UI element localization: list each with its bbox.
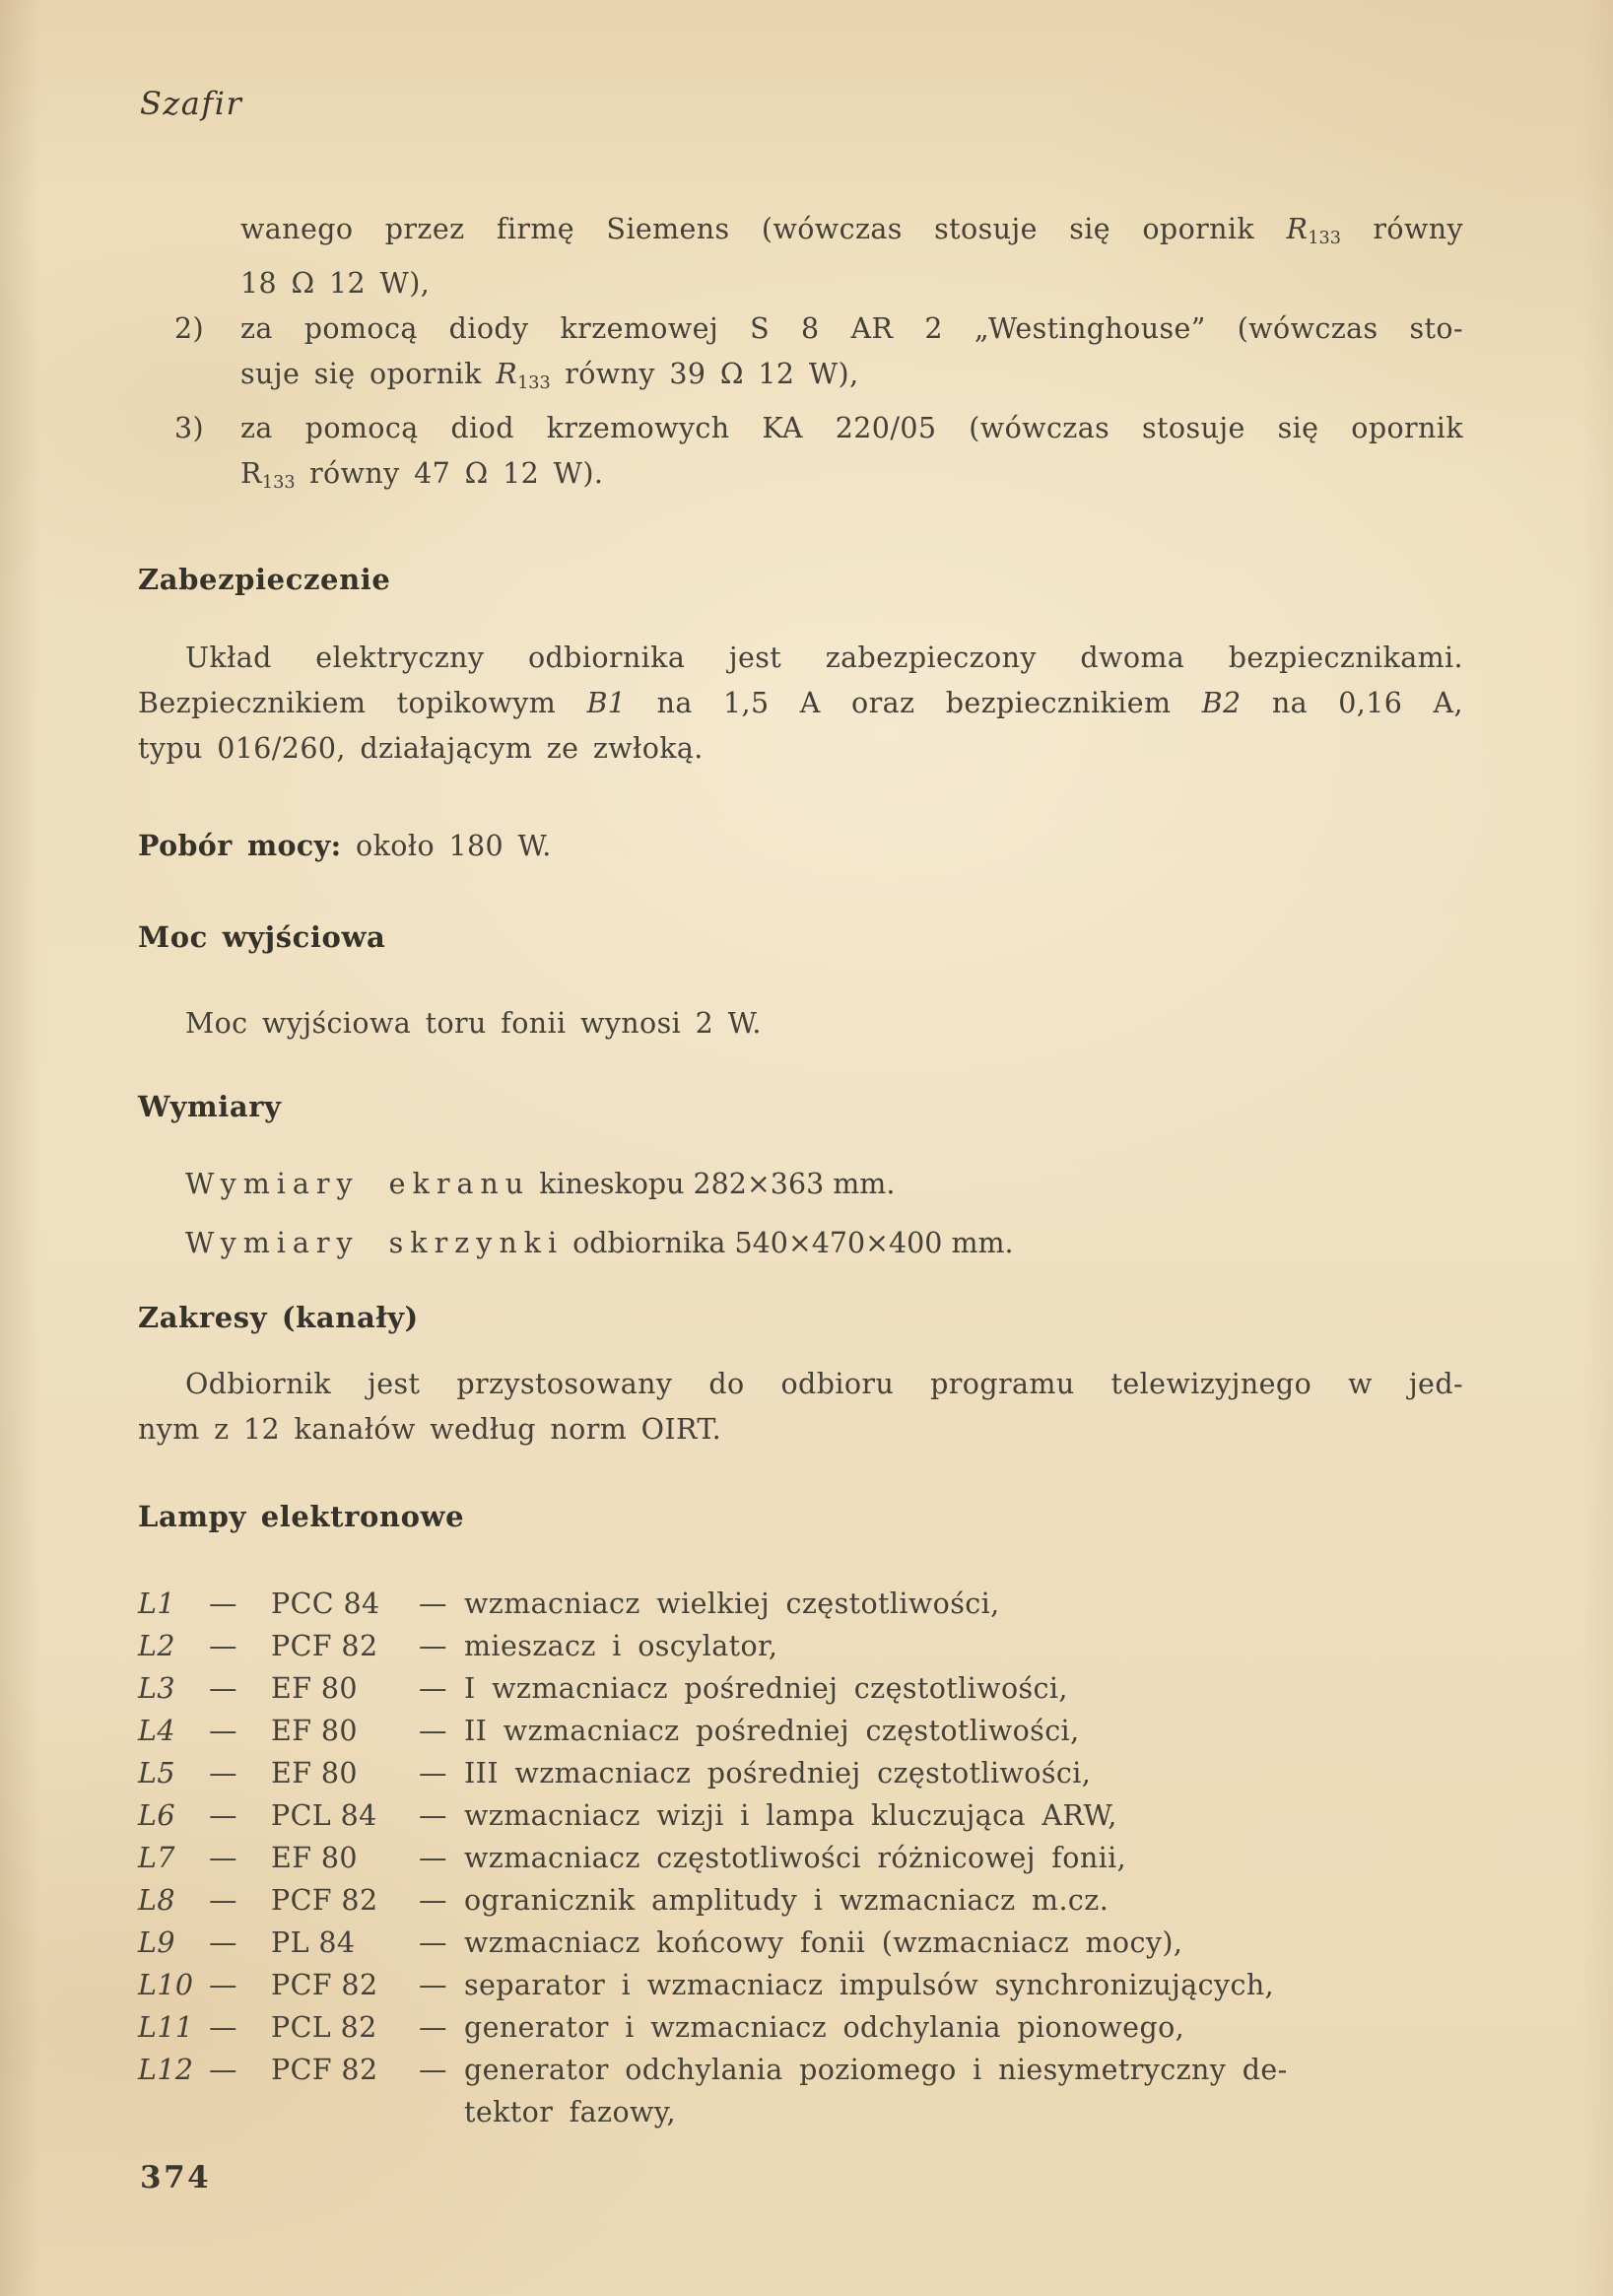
text-line bbox=[240, 352, 1463, 406]
page-number: 374 bbox=[140, 2160, 212, 2195]
tube-type: PL 84 bbox=[271, 1925, 356, 1959]
tube-label: L5 bbox=[138, 1756, 175, 1790]
list-item-2 bbox=[138, 306, 1463, 406]
emphasized-text: Wymiary ekranu bbox=[185, 1167, 531, 1200]
text-segment: suje się opornik bbox=[240, 357, 497, 390]
dash-separator: — bbox=[419, 1629, 447, 1662]
tube-label: L10 bbox=[138, 1968, 194, 2001]
tube-type: EF 80 bbox=[271, 1714, 358, 1747]
resistor-symbol: R bbox=[240, 456, 262, 490]
tube-type: PCF 82 bbox=[271, 2053, 378, 2086]
list-item-1 bbox=[138, 207, 1463, 306]
tube-description: II wzmacniacz pośredniej częstotliwości, bbox=[464, 1714, 1080, 1747]
section-heading-lampy: Lampy elektronowe bbox=[138, 1499, 465, 1533]
tube-row bbox=[138, 1625, 1463, 1667]
text-segment: Bezpiecznikiem topikowym bbox=[138, 686, 587, 719]
list-item-number: 2) bbox=[174, 311, 205, 345]
dimensions-lines bbox=[138, 1155, 1463, 1273]
tube-type: PCF 82 bbox=[271, 1629, 378, 1662]
text-line: typu 016/260, działającym ze zwłoką. bbox=[138, 731, 704, 765]
tube-type: EF 80 bbox=[271, 1841, 358, 1874]
cabinet-dimensions-line bbox=[185, 1214, 1463, 1273]
list-item-number: 3) bbox=[174, 411, 205, 444]
dash-separator: — bbox=[419, 1714, 447, 1747]
tube-type: PCL 84 bbox=[271, 1798, 377, 1832]
dash-separator: — bbox=[419, 1841, 447, 1874]
tube-description: generator i wzmacniacz odchylania pionowego, bbox=[464, 2010, 1185, 2044]
tube-row bbox=[138, 1837, 1463, 1879]
tube-row bbox=[138, 1710, 1463, 1752]
resistor-symbol: R bbox=[496, 357, 518, 390]
dash-separator: — bbox=[419, 1925, 447, 1959]
paragraph-moc-wyjsciowa: Moc wyjściowa toru fonii wynosi 2 W. bbox=[185, 1006, 762, 1040]
tube-description bbox=[464, 2049, 1463, 2133]
resistor-subscript: 133 bbox=[517, 372, 551, 393]
tube-type: PCF 82 bbox=[271, 1968, 378, 2001]
run-in-heading: Pobór mocy: bbox=[138, 828, 342, 862]
tube-type: EF 80 bbox=[271, 1671, 358, 1705]
section-heading-moc-wyjsciowa: Moc wyjściowa bbox=[138, 919, 386, 954]
tube-row bbox=[138, 1922, 1463, 1964]
dash-separator: — bbox=[209, 1798, 237, 1832]
dash-separator: — bbox=[419, 2010, 447, 2044]
page-content bbox=[138, 207, 1463, 2133]
tube-row bbox=[138, 2006, 1463, 2049]
text-line: Układ elektryczny odbiornika jest zabezpieczony dwoma bezpiecznikami. bbox=[185, 641, 1463, 674]
dash-separator: — bbox=[419, 1587, 447, 1620]
tube-type: PCF 82 bbox=[271, 1883, 378, 1917]
tube-description: wzmacniacz częstotliwości różnicowej fonii, bbox=[464, 1841, 1127, 1874]
tube-label: L3 bbox=[138, 1671, 175, 1705]
tube-label: L7 bbox=[138, 1841, 175, 1874]
fuse-b1-symbol: B1 bbox=[586, 686, 627, 719]
dash-separator: — bbox=[209, 2053, 237, 2086]
dash-separator: — bbox=[209, 1841, 237, 1874]
tube-type: EF 80 bbox=[271, 1756, 358, 1790]
section-heading-zakresy: Zakresy (kanały) bbox=[138, 1300, 419, 1334]
dash-separator: — bbox=[419, 1756, 447, 1790]
power-consumption-line bbox=[138, 823, 1463, 869]
text-line bbox=[240, 451, 1463, 506]
tube-label: L12 bbox=[138, 2053, 194, 2086]
text-line bbox=[138, 681, 1463, 726]
tube-label: L6 bbox=[138, 1798, 175, 1832]
dash-separator: — bbox=[209, 1671, 237, 1705]
tube-row bbox=[138, 1752, 1463, 1794]
text-line: 18 Ω 12 W), bbox=[240, 266, 431, 300]
dash-separator: — bbox=[209, 1883, 237, 1917]
tube-row bbox=[138, 1583, 1463, 1625]
paragraph-zabezpieczenie bbox=[138, 636, 1463, 772]
text-segment: równy 47 Ω 12 W). bbox=[295, 456, 604, 490]
text-line: Odbiornik jest przystosowany do odbioru programu telewizyjnego w jed- bbox=[185, 1367, 1463, 1400]
tube-row bbox=[138, 2049, 1463, 2133]
dash-separator: — bbox=[209, 1714, 237, 1747]
tube-description: mieszacz i oscylator, bbox=[464, 1629, 778, 1662]
text-segment: na 0,16 A, bbox=[1241, 686, 1463, 719]
section-heading-zabezpieczenie: Zabezpieczenie bbox=[138, 562, 391, 596]
text-segment: około 180 W. bbox=[341, 829, 552, 862]
text-line: za pomocą diody krzemowej S 8 AR 2 „Westinghouse” (wówczas sto- bbox=[240, 311, 1463, 345]
text-line: za pomocą diod krzemowych KA 220/05 (wówczas stosuje się opornik bbox=[240, 411, 1463, 444]
tube-row bbox=[138, 1879, 1463, 1922]
dash-separator: — bbox=[419, 1968, 447, 2001]
tube-type: PCL 82 bbox=[271, 2010, 377, 2044]
tube-row bbox=[138, 1794, 1463, 1837]
running-header: Szafir bbox=[140, 85, 243, 122]
tube-label: L1 bbox=[138, 1587, 175, 1620]
text-segment: równy bbox=[1341, 213, 1463, 245]
text-segment: na 1,5 A oraz bezpiecznikiem bbox=[626, 686, 1202, 719]
dash-separator: — bbox=[209, 1587, 237, 1620]
tube-description: wzmacniacz wielkiej częstotliwości, bbox=[464, 1587, 1000, 1620]
dash-separator: — bbox=[419, 2053, 447, 2086]
tube-list bbox=[138, 1583, 1463, 2133]
tube-description: separator i wzmacniacz impulsów synchronizujących, bbox=[464, 1968, 1275, 2001]
dash-separator: — bbox=[419, 1798, 447, 1832]
tube-label: L4 bbox=[138, 1714, 175, 1747]
tube-row bbox=[138, 1667, 1463, 1710]
tube-description: III wzmacniacz pośredniej częstotliwości, bbox=[464, 1756, 1092, 1790]
paragraph-zakresy bbox=[138, 1362, 1463, 1452]
resistor-subscript: 133 bbox=[1308, 228, 1342, 248]
text-line: nym z 12 kanałów według norm OIRT. bbox=[138, 1412, 722, 1446]
tube-description: I wzmacniacz pośredniej częstotliwości, bbox=[464, 1671, 1068, 1705]
section-heading-wymiary: Wymiary bbox=[138, 1089, 282, 1123]
tube-description: ogranicznik amplitudy i wzmacniacz m.cz. bbox=[464, 1883, 1109, 1917]
text-segment: odbiornika 540×470×400 mm. bbox=[564, 1226, 1014, 1259]
resistor-subscript: 133 bbox=[261, 472, 296, 493]
tube-description: wzmacniacz wizji i lampa kluczująca ARW, bbox=[464, 1798, 1117, 1832]
tube-label: L2 bbox=[138, 1629, 175, 1662]
tube-description: wzmacniacz końcowy fonii (wzmacniacz mocy), bbox=[464, 1925, 1183, 1959]
tube-label: L9 bbox=[138, 1925, 175, 1959]
tube-label: L11 bbox=[138, 2010, 194, 2044]
dash-separator: — bbox=[209, 2010, 237, 2044]
resistor-symbol: R bbox=[1286, 213, 1309, 245]
tube-row bbox=[138, 1964, 1463, 2006]
dash-separator: — bbox=[419, 1671, 447, 1705]
dash-separator: — bbox=[209, 1629, 237, 1662]
dash-separator: — bbox=[419, 1883, 447, 1917]
screen-dimensions-line bbox=[185, 1155, 1463, 1214]
tube-type: PCC 84 bbox=[271, 1587, 380, 1620]
dash-separator: — bbox=[209, 1925, 237, 1959]
text-segment: równy 39 Ω 12 W), bbox=[550, 357, 859, 390]
emphasized-text: Wymiary skrzynki bbox=[185, 1226, 565, 1259]
dash-separator: — bbox=[209, 1968, 237, 2001]
tube-description-line: tektor fazowy, bbox=[464, 2095, 676, 2128]
tube-label: L8 bbox=[138, 1883, 175, 1917]
tube-description-line: generator odchylania poziomego i niesymetryczny de- bbox=[464, 2053, 1288, 2086]
fuse-b2-symbol: B2 bbox=[1201, 686, 1242, 719]
text-segment: wanego przez firmę Siemens (wówczas stosuje się opornik bbox=[240, 213, 1287, 245]
dash-separator: — bbox=[209, 1756, 237, 1790]
text-line bbox=[240, 207, 1463, 261]
text-segment: kineskopu 282×363 mm. bbox=[530, 1167, 896, 1200]
list-item-3 bbox=[138, 406, 1463, 506]
